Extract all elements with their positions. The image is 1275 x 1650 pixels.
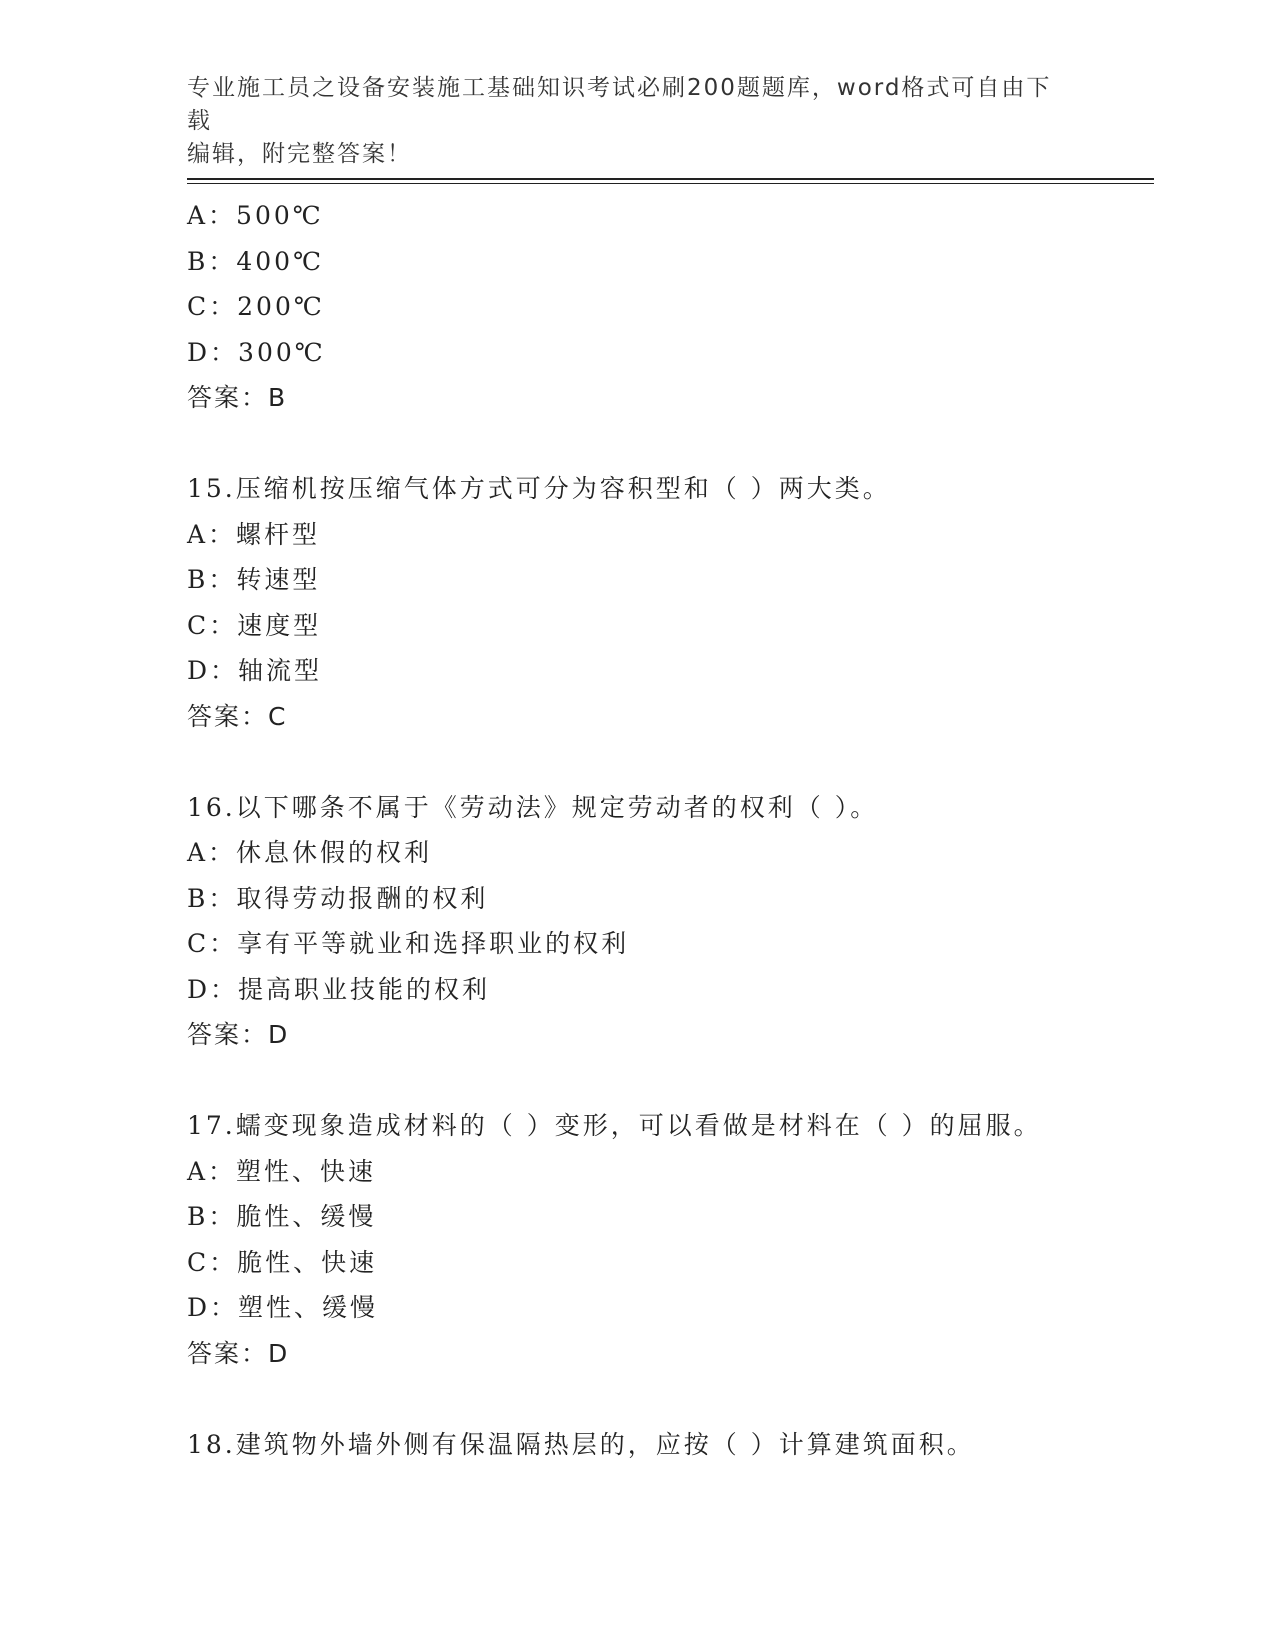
option-d: D：塑性、缓慢: [187, 1293, 379, 1322]
option-b: B：取得劳动报酬的权利: [187, 883, 489, 913]
spacer: [187, 739, 1147, 785]
option-a: A：塑性、快速: [187, 1156, 377, 1186]
option-c: C：享有平等就业和选择职业的权利: [187, 929, 630, 958]
option-c: C：200℃: [187, 292, 325, 321]
question-title: 15.压缩机按压缩气体方式可分为容积型和（ ）两大类。: [187, 474, 891, 503]
question-17: [187, 1103, 1147, 1376]
header-line-2: 编辑，附完整答案！: [187, 141, 412, 167]
question-list: [187, 193, 1147, 1467]
option-d: D：提高职业技能的权利: [187, 974, 491, 1004]
header-line-1: 专业施工员之设备安装施工基础知识考试必刷200题题库，word格式可自由下载: [187, 75, 1052, 134]
question-title: 18.建筑物外墙外侧有保温隔热层的，应按（ ）计算建筑面积。: [187, 1429, 975, 1459]
document-header: [187, 72, 1067, 171]
answer: 答案：D: [187, 1020, 290, 1049]
question-title: 16.以下哪条不属于《劳动法》规定劳动者的权利（ ）。: [187, 792, 879, 822]
option-a: A：螺杆型: [187, 519, 321, 549]
header-rule-thick: [187, 178, 1154, 180]
option-d: D：300℃: [187, 337, 326, 367]
spacer: [187, 421, 1147, 467]
spacer: [187, 1376, 1147, 1422]
option-a: A：500℃: [187, 201, 324, 230]
question-18: [187, 1422, 1147, 1468]
option-a: A：休息休假的权利: [187, 838, 433, 867]
option-c: C：脆性、快速: [187, 1247, 378, 1277]
question-14: [187, 193, 1147, 421]
option-b: B：脆性、缓慢: [187, 1202, 377, 1231]
option-b: B：转速型: [187, 565, 321, 594]
spacer: [187, 1058, 1147, 1104]
answer: 答案：C: [187, 701, 288, 731]
option-c: C：速度型: [187, 610, 322, 640]
option-b: B：400℃: [187, 246, 325, 276]
answer: 答案：B: [187, 383, 288, 412]
question-15: [187, 466, 1147, 739]
option-d: D：轴流型: [187, 656, 323, 685]
answer: 答案：D: [187, 1338, 290, 1368]
question-16: [187, 785, 1147, 1058]
header-rule-thin: [187, 183, 1154, 184]
question-title: 17.蠕变现象造成材料的（ ）变形，可以看做是材料在（ ）的屈服。: [187, 1111, 1042, 1140]
